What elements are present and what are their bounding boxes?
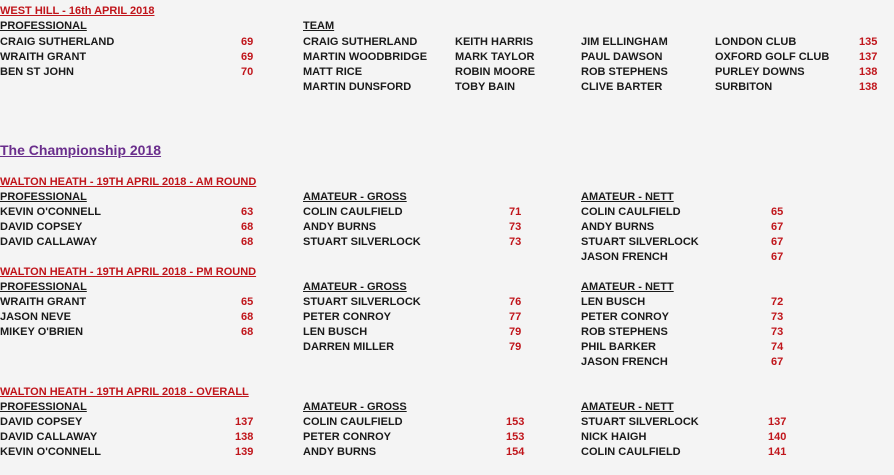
overall-pro-name: KEVIN O'CONNELL (0, 446, 102, 458)
am-gross-name: ANDY BURNS (303, 221, 377, 233)
overall-gross-score: 153 (506, 416, 525, 428)
pm-professional-heading: PROFESSIONAL (0, 281, 87, 293)
wh-pro-score: 69 (241, 51, 254, 63)
pm-gross-score: 77 (509, 311, 522, 323)
wh-team-club: PURLEY DOWNS (715, 66, 805, 78)
pm-nett-name: PETER CONROY (581, 311, 670, 323)
wh-team-player: MARK TAYLOR (455, 51, 535, 63)
wh-team-player: MARTIN DUNSFORD (303, 81, 412, 93)
pm-gross-name: PETER CONROY (303, 311, 392, 323)
wh-pro-name: WRAITH GRANT (0, 51, 87, 63)
am-pro-name: DAVID CALLAWAY (0, 236, 98, 248)
overall-nett-name: STUART SILVERLOCK (581, 416, 699, 428)
wh-team-player: MATT RICE (303, 66, 363, 78)
overall-pro-score: 139 (235, 446, 254, 458)
pm-gross-name: STUART SILVERLOCK (303, 296, 421, 308)
overall-gross-name: PETER CONROY (303, 431, 392, 443)
pm-pro-score: 68 (241, 311, 254, 323)
wh-team-player: ROB STEPHENS (581, 66, 668, 78)
overall-nett-name: NICK HAIGH (581, 431, 647, 443)
wh-team-player: TOBY BAIN (455, 81, 516, 93)
pm-gross-name: LEN BUSCH (303, 326, 368, 338)
pm-pro-name: JASON NEVE (0, 311, 71, 323)
am-pro-score: 63 (241, 206, 254, 218)
overall-pro-name: DAVID COPSEY (0, 416, 83, 428)
am-nett-name: STUART SILVERLOCK (581, 236, 699, 248)
overall-gross-score: 153 (506, 431, 525, 443)
wh-team-player: CLIVE BARTER (581, 81, 663, 93)
overall-pro-name: DAVID CALLAWAY (0, 431, 98, 443)
am-nett-score: 67 (771, 236, 784, 248)
wh-team-score: 138 (859, 66, 878, 78)
overall-nett-score: 137 (768, 416, 787, 428)
wh-pro-score: 70 (241, 66, 254, 78)
am-nett-name: ANDY BURNS (581, 221, 655, 233)
pm-pro-name: WRAITH GRANT (0, 296, 87, 308)
wh-pro-name: BEN ST JOHN (0, 66, 74, 78)
west-hill-title: WEST HILL - 16th APRIL 2018 (0, 5, 155, 17)
am-pro-name: DAVID COPSEY (0, 221, 83, 233)
wh-team-player: PAUL DAWSON (581, 51, 663, 63)
overall-nett-score: 140 (768, 431, 787, 443)
pm-pro-score: 68 (241, 326, 254, 338)
pm-nett-score: 74 (771, 341, 784, 353)
pm-gross-name: DARREN MILLER (303, 341, 395, 353)
pm-nett-score: 73 (771, 326, 784, 338)
west-hill-professional-heading: PROFESSIONAL (0, 20, 87, 32)
overall-pro-score: 138 (235, 431, 254, 443)
pm-nett-name: LEN BUSCH (581, 296, 646, 308)
overall-gross-name: COLIN CAULFIELD (303, 416, 403, 428)
overall-title: WALTON HEATH - 19TH APRIL 2018 - OVERALL (0, 386, 249, 398)
am-round-title: WALTON HEATH - 19TH APRIL 2018 - AM ROUND (0, 176, 257, 188)
championship-title: The Championship 2018 (0, 142, 162, 158)
wh-team-player: JIM ELLINGHAM (581, 36, 668, 48)
overall-nett-name: COLIN CAULFIELD (581, 446, 681, 458)
pm-gross-score: 76 (509, 296, 522, 308)
am-nett-score: 67 (771, 251, 784, 263)
am-professional-heading: PROFESSIONAL (0, 191, 87, 203)
pm-nett-score: 73 (771, 311, 784, 323)
am-gross-score: 73 (509, 221, 522, 233)
am-nett-heading: AMATEUR - NETT (581, 191, 674, 203)
pm-gross-heading: AMATEUR - GROSS (303, 281, 407, 293)
west-hill-team-heading: TEAM (303, 20, 335, 32)
am-nett-name: JASON FRENCH (581, 251, 668, 263)
pm-round-title: WALTON HEATH - 19TH APRIL 2018 - PM ROUND (0, 266, 257, 278)
pm-gross-score: 79 (509, 326, 522, 338)
am-gross-score: 73 (509, 236, 522, 248)
wh-pro-score: 69 (241, 36, 254, 48)
am-nett-score: 65 (771, 206, 784, 218)
wh-team-player: KEITH HARRIS (455, 36, 534, 48)
pm-nett-name: ROB STEPHENS (581, 326, 668, 338)
wh-pro-name: CRAIG SUTHERLAND (0, 36, 115, 48)
overall-gross-heading: AMATEUR - GROSS (303, 401, 407, 413)
overall-gross-name: ANDY BURNS (303, 446, 377, 458)
overall-pro-score: 137 (235, 416, 254, 428)
pm-nett-heading: AMATEUR - NETT (581, 281, 674, 293)
am-gross-name: COLIN CAULFIELD (303, 206, 403, 218)
pm-pro-name: MIKEY O'BRIEN (0, 326, 84, 338)
am-nett-score: 67 (771, 221, 784, 233)
am-pro-score: 68 (241, 221, 254, 233)
am-pro-name: KEVIN O'CONNELL (0, 206, 102, 218)
pm-pro-score: 65 (241, 296, 254, 308)
wh-team-club: OXFORD GOLF CLUB (715, 51, 830, 63)
pm-gross-score: 79 (509, 341, 522, 353)
am-gross-heading: AMATEUR - GROSS (303, 191, 407, 203)
pm-nett-name: JASON FRENCH (581, 356, 668, 368)
wh-team-score: 135 (859, 36, 878, 48)
overall-nett-heading: AMATEUR - NETT (581, 401, 674, 413)
am-nett-name: COLIN CAULFIELD (581, 206, 681, 218)
am-gross-score: 71 (509, 206, 522, 218)
am-pro-score: 68 (241, 236, 254, 248)
am-gross-name: STUART SILVERLOCK (303, 236, 421, 248)
pm-nett-name: PHIL BARKER (581, 341, 656, 353)
wh-team-player: MARTIN WOODBRIDGE (303, 51, 428, 63)
overall-gross-score: 154 (506, 446, 525, 458)
wh-team-player: CRAIG SUTHERLAND (303, 36, 418, 48)
wh-team-score: 137 (859, 51, 878, 63)
overall-professional-heading: PROFESSIONAL (0, 401, 87, 413)
wh-team-club: LONDON CLUB (715, 36, 797, 48)
wh-team-player: ROBIN MOORE (455, 66, 536, 78)
pm-nett-score: 72 (771, 296, 784, 308)
overall-nett-score: 141 (768, 446, 787, 458)
pm-nett-score: 67 (771, 356, 784, 368)
wh-team-score: 138 (859, 81, 878, 93)
wh-team-club: SURBITON (715, 81, 773, 93)
